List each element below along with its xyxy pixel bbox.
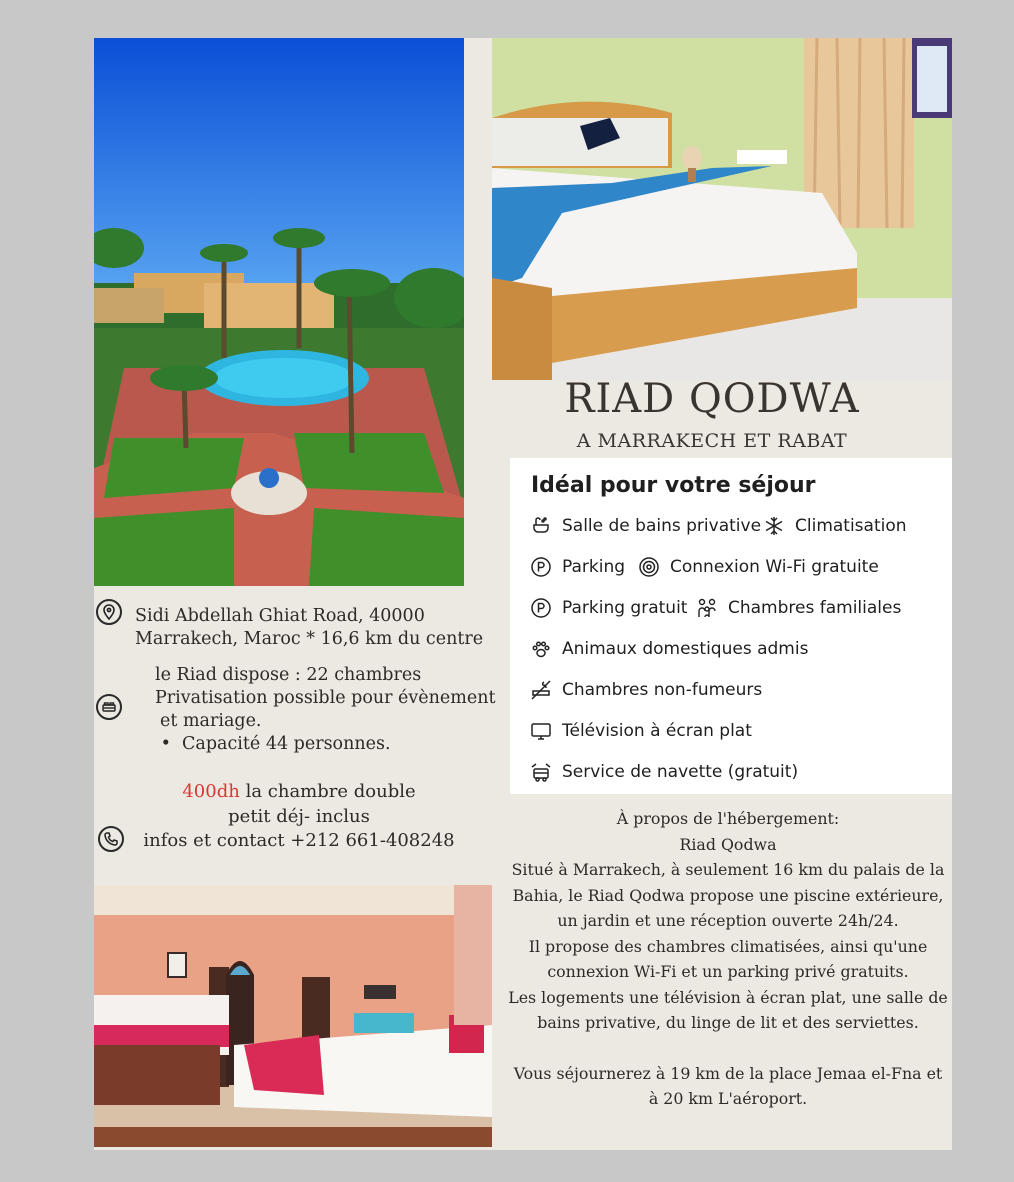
about-line: Bahia, le Riad Qodwa propose une piscine extérieure, [512, 885, 944, 905]
hotel-title: RIAD QODWA [564, 376, 860, 422]
bed-icon [96, 694, 122, 720]
about-line: Situé à Marrakech, à seulement 16 km du palais de la [511, 860, 945, 879]
address-line-1: Sidi Abdellah Ghiat Road, 40000 [135, 606, 425, 626]
rooms-line-3: et mariage. [160, 711, 262, 731]
facility-flat-tv: Télévision à écran plat [530, 720, 752, 742]
snowflake-icon [763, 515, 785, 537]
rooms-info [155, 664, 496, 756]
parking-icon [530, 597, 552, 619]
facility-private-bathroom: Salle de bains privative [530, 515, 761, 537]
about-heading: À propos de l'hébergement: [616, 809, 840, 828]
phone-icon [98, 826, 124, 852]
flyer [94, 38, 952, 1150]
about-name: Riad Qodwa [679, 834, 777, 854]
about-line: un jardin et une réception ouverte 24h/24. [557, 911, 899, 930]
location-pin-icon [96, 599, 122, 625]
price: 400dh [182, 781, 240, 802]
hotel-subtitle: A MARRAKECH ET RABAT [576, 430, 848, 452]
parking-icon [530, 556, 552, 578]
about-closing-2: à 20 km L'aéroport. [648, 1089, 808, 1108]
about-section [504, 806, 952, 1112]
shuttle-icon [530, 761, 552, 783]
about-line: Il propose des chambres climatisées, ainsi qu'une [528, 936, 928, 956]
price-line: 400dh la chambre double [182, 781, 416, 802]
facility-shuttle: Service de navette (gratuit) [530, 761, 798, 783]
family-icon [696, 597, 718, 619]
pricing [124, 780, 474, 854]
capacity-bullet: • Capacité 44 personnes. [155, 734, 391, 754]
rooms-line-1: le Riad dispose : 22 chambres [155, 665, 422, 685]
rooms-line-2: Privatisation possible pour évènement [155, 688, 496, 708]
contact-info: infos et contact +212 661-408248 [143, 830, 455, 851]
breakfast-note: petit déj- inclus [228, 805, 370, 827]
facility-family-rooms: Chambres familiales [696, 597, 901, 619]
address [135, 605, 483, 651]
no-smoking-icon [530, 679, 552, 701]
facility-air-conditioning: Climatisation [763, 515, 907, 537]
bath-icon [530, 515, 552, 537]
tv-icon [530, 720, 552, 742]
pool-garden-photo [94, 38, 464, 586]
about-line: bains privative, du linge de lit et des serviettes. [537, 1013, 919, 1032]
paw-icon [530, 638, 552, 660]
facility-parking: Parking [530, 556, 625, 578]
facility-pets-allowed: Animaux domestiques admis [530, 638, 808, 660]
address-line-2: Marrakech, Maroc * 16,6 km du centre [135, 629, 484, 649]
facility-free-parking: Parking gratuit [530, 597, 687, 619]
about-line: Les logements une télévision à écran plat, une salle de [508, 987, 948, 1007]
facilities-panel [510, 458, 952, 794]
bedroom-photo [492, 38, 952, 380]
about-closing-1: Vous séjournerez à 19 km de la place Jemaa el-Fna et [513, 1063, 943, 1083]
facilities-title: Idéal pour votre séjour [531, 473, 816, 498]
wifi-icon [638, 556, 660, 578]
facility-non-smoking: Chambres non-fumeurs [530, 679, 762, 701]
family-room-photo [94, 885, 492, 1147]
about-line: connexion Wi-Fi et un parking privé gratuits. [547, 962, 909, 981]
facility-wifi: Connexion Wi-Fi gratuite [638, 556, 879, 578]
